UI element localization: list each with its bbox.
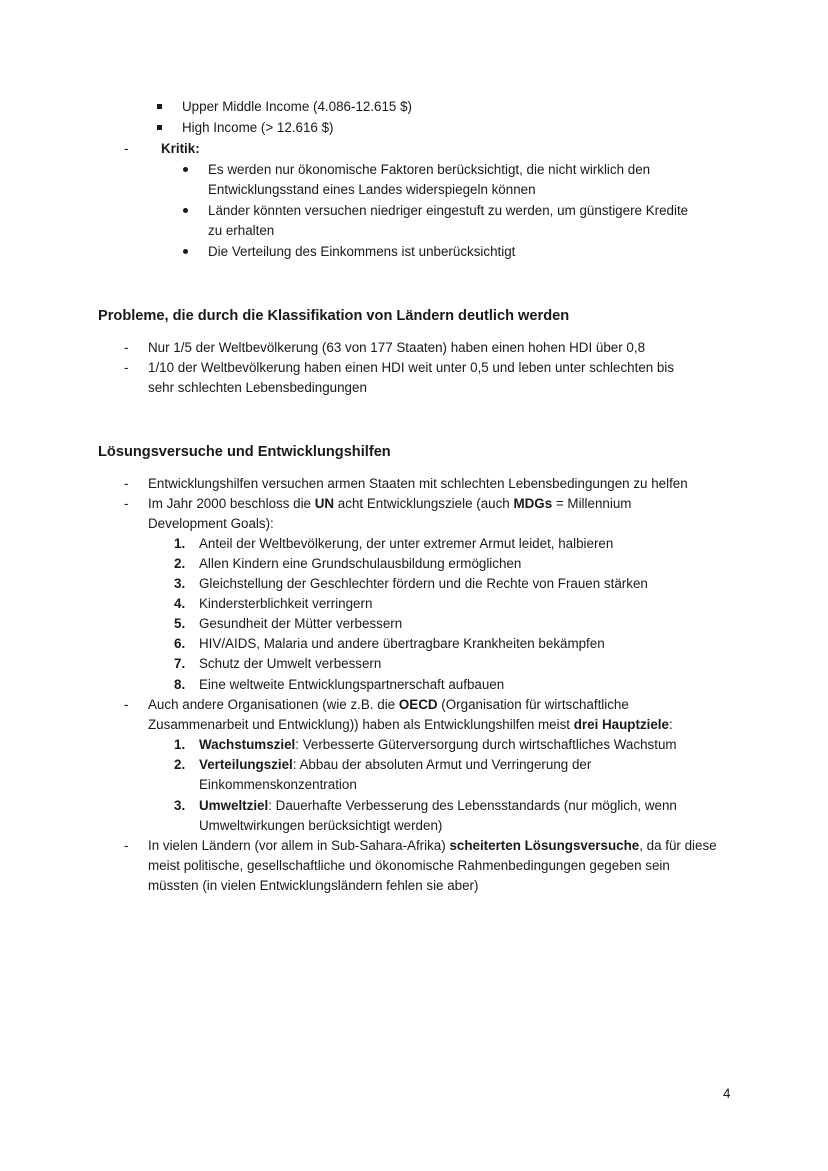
dash-bullet: - (124, 496, 129, 511)
dash-bullet: - (124, 476, 129, 491)
kritik-point-3: Die Verteilung des Einkommens ist unberücksichtigt (208, 244, 516, 259)
loesung-item-1: Entwicklungshilfen versuchen armen Staaten mit schlechten Lebensbedingungen zu helfen (148, 476, 688, 491)
text: : Abbau der absoluten Armut und Verringerung der (292, 757, 592, 772)
loesung-item-3-line-2 (148, 715, 673, 735)
text: : Dauerhafte Verbesserung des Lebensstandards (nur möglich, wenn (268, 798, 677, 813)
income-upper-middle: Upper Middle Income (4.086-12.615 $) (182, 99, 413, 114)
un-term: UN (314, 496, 335, 511)
text: acht Entwicklungsziele (auch (334, 496, 514, 511)
mdg-item: Eine weltweite Entwicklungspartnerschaft aufbauen (199, 677, 505, 692)
ziel-item (199, 796, 677, 816)
loesung-item-2-line-1 (148, 494, 631, 514)
round-bullet-icon (183, 208, 188, 213)
loesung-item-3-line-1 (148, 695, 629, 715)
loesung-item-2-line-2: Development Goals): (148, 516, 274, 531)
mdg-item: Allen Kindern eine Grundschulausbildung ermöglichen (199, 556, 522, 571)
dash-bullet: - (124, 340, 129, 355)
scheiterten-term: scheiterten Lösungsversuche (449, 838, 640, 853)
loesung-item-4-line-3: müssten (in vielen Entwicklungsländern fehlen sie aber) (148, 878, 479, 893)
mdg-number: 2. (174, 556, 186, 571)
probleme-heading: Probleme, die durch die Klassifikation von Ländern deutlich werden (98, 308, 570, 324)
kritik-point-1-line-1: Es werden nur ökonomische Faktoren berücksichtigt, die nicht wirklich den (208, 162, 651, 177)
ziel-term: Verteilungsziel (199, 757, 293, 772)
loesung-item-4-line-1 (148, 836, 717, 856)
mdg-number: 8. (174, 677, 186, 692)
page-number: 4 (723, 1086, 731, 1101)
square-bullet-icon (157, 125, 162, 130)
ziel-term: Umweltziel (199, 798, 269, 813)
mdg-number: 4. (174, 596, 186, 611)
dash-bullet: - (124, 141, 129, 156)
ziel-item (199, 755, 591, 775)
text: In vielen Ländern (vor allem in Sub-Sahara-Afrika) (148, 838, 450, 853)
text: Auch andere Organisationen (wie z.B. die (148, 697, 399, 712)
ziel-number: 2. (174, 757, 186, 772)
probleme-item-2-line-1: 1/10 der Weltbevölkerung haben einen HDI weit unter 0,5 und leben unter schlechten bis (148, 360, 675, 375)
ziel-number: 1. (174, 737, 186, 752)
dash-bullet: - (124, 697, 129, 712)
text: (Organisation für wirtschaftliche (437, 697, 629, 712)
text: , da für diese (639, 838, 717, 853)
ziel-term: Wachstumsziel (199, 737, 296, 752)
mdg-item: Schutz der Umwelt verbessern (199, 656, 382, 671)
text: : (668, 717, 673, 732)
kritik-label: Kritik: (161, 141, 200, 156)
round-bullet-icon (183, 167, 188, 172)
mdg-number: 5. (174, 616, 186, 631)
mdg-item: Gleichstellung der Geschlechter fördern und die Rechte von Frauen stärken (199, 576, 648, 591)
probleme-item-1: Nur 1/5 der Weltbevölkerung (63 von 177 Staaten) haben einen hohen HDI über 0,8 (148, 340, 646, 355)
kritik-point-2-line-1: Länder könnten versuchen niedriger eingestuft zu werden, um günstigere Kredite (208, 203, 689, 218)
text: : Verbesserte Güterversorgung durch wirtschaftliches Wachstum (295, 737, 677, 752)
ziel-item (199, 735, 677, 755)
kritik-point-1-line-2: Entwicklungsstand eines Landes widerspiegeln können (208, 182, 536, 197)
square-bullet-icon (157, 104, 162, 109)
dash-bullet: - (124, 838, 129, 853)
mdg-number: 6. (174, 636, 186, 651)
mdg-item: Gesundheit der Mütter verbessern (199, 616, 403, 631)
loesung-item-4-line-2: meist politische, gesellschaftliche und ökonomische Rahmenbedingungen gegeben sein (148, 858, 670, 873)
oecd-term: OECD (398, 697, 438, 712)
mdg-number: 3. (174, 576, 186, 591)
loesung-heading: Lösungsversuche und Entwicklungshilfen (98, 444, 391, 460)
kritik-point-2-line-2: zu erhalten (208, 223, 275, 238)
dash-bullet: - (124, 360, 129, 375)
mdg-item: Kindersterblichkeit verringern (199, 596, 373, 611)
ziel-item-line-2: Umweltwirkungen berücksichtigt werden) (199, 818, 443, 833)
probleme-item-2-line-2: sehr schlechten Lebensbedingungen (148, 380, 367, 395)
mdg-item: Anteil der Weltbevölkerung, der unter extremer Armut leidet, halbieren (199, 536, 614, 551)
round-bullet-icon (183, 249, 188, 254)
text: Im Jahr 2000 beschloss die (148, 496, 315, 511)
mdg-number: 1. (174, 536, 186, 551)
hauptziele-term: drei Hauptziele (573, 717, 669, 732)
text: Zusammenarbeit und Entwicklung)) haben als Entwicklungshilfen meist (148, 717, 574, 732)
mdgs-term: MDGs (513, 496, 553, 511)
income-high: High Income (> 12.616 $) (182, 120, 334, 135)
mdg-number: 7. (174, 656, 186, 671)
ziel-item-line-2: Einkommenskonzentration (199, 777, 357, 792)
text: = Millennium (552, 496, 632, 511)
ziel-number: 3. (174, 798, 186, 813)
mdg-item: HIV/AIDS, Malaria und andere übertragbare Krankheiten bekämpfen (199, 636, 605, 651)
